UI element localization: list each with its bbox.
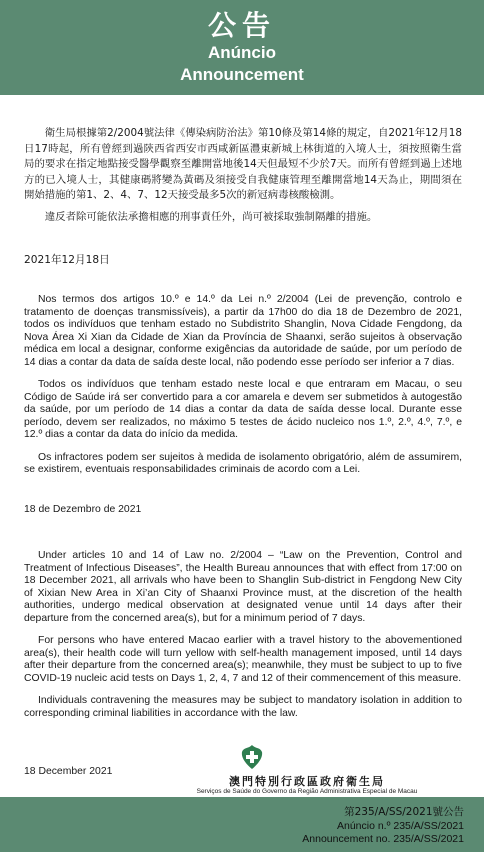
english-section (24, 550, 462, 730)
reference-portuguese: Anúncio n.º 235/A/SS/2021 (336, 820, 464, 832)
english-paragraph-3: Individuals contravening the measures may be subject to mandatory isolation in addition to corresponding criminal liabilities in accordance with the law. (24, 695, 462, 719)
portuguese-paragraph-1: Nos termos dos artigos 10.º e 14.º da Lei n.º 2/2004 (Lei de prevenção, controlo e tratamento de doenças transmissíveis), a partir da 17h00 do dia 18 de Dezembro de 2021, todos os indivíduos que tenham estado no Subdistrito Shanglin, Nova Cidade Fengdong, da Nova Área Xi Xian da Cidade de Xian da Província de Shaanxi, serão sujeitos à observação médica em local a designar, conforme exigências da autoridade de saúde, por um período de 14 dias a contar da data de saída deste local, não podendo esse período ser inferior a 7 dias. (24, 294, 462, 368)
title-english: Announcement (180, 65, 304, 84)
english-paragraph-2: For persons who have entered Macao earlier with a travel history to the abovementioned area(s), their health code will turn yellow with self-health management imposed, until 14 days after their departure from the concerned area(s); meanwhile, they must be subject to up to five COVID-19 nucleic acid tests on Days 1, 2, 4, 7 and 12 of their commencement of this measure. (24, 635, 462, 684)
organization-name-portuguese: Serviços de Saúde do Governo da Região Administrativa Especial de Macau (196, 788, 418, 795)
reference-chinese: 第235/A/SS/2021號公告 (344, 806, 464, 818)
health-bureau-logo-icon (240, 744, 264, 770)
title-chinese: 公告 (207, 9, 276, 42)
chinese-paragraph-1: 衛生局根據第2/2004號法律《傳染病防治法》第10條及第14條的規定，自2021年12月18日17時起，所有曾經到過陝西省西安市西咸新區灃東新城上林街道的入境人士，須按照衛生當局的要求在指定地點接受醫學觀察至離開當地後14天但最短不少於7天。而所有曾經到過上述地方的已入境人士，其健康碼將變為黃碼及須接受自我健康管理至離開當地14天為止，期間須在開始措施的第1、2、4、7、12天接受最多5次的新冠病毒核酸檢測。 (24, 127, 463, 201)
portuguese-section (24, 294, 462, 487)
chinese-date: 2021年12月18日 (24, 254, 110, 266)
portuguese-paragraph-3: Os infractores podem ser sujeitos à medida de isolamento obrigatório, além de assumirem, se existirem, eventuais responsabilidades criminais de acordo com a Lei. (24, 451, 462, 475)
chinese-section (24, 126, 462, 225)
english-paragraph-1: Under articles 10 and 14 of Law no. 2/2004 – “Law on the Prevention, Control and Treatment of Infectious Diseases”, the Health Bureau announces that with effect from 17:00 on 18 December 2021, all arrivals who have been to Shanglin Sub-district in Fengdong New City of Xixian New Area in Xi’an City of Shaanxi Province must, at the discretion of the health authorities, undergo medical observation at designated venue until 14 days after their departure from the concerned area(s), but for a minimum period of 7 days. (24, 550, 462, 624)
title-portuguese: Anúncio (208, 43, 276, 62)
chinese-paragraph-2: 違反者除可能依法承擔相應的刑事責任外，尚可被採取強制隔離的措施。 (44, 210, 378, 223)
reference-english: Announcement no. 235/A/SS/2021 (302, 833, 464, 845)
announcement-header (0, 0, 484, 95)
footer-band (0, 797, 484, 852)
english-date: 18 December 2021 (24, 766, 113, 777)
organization-name-chinese: 澳門特別行政區政府衛生局 (229, 775, 385, 788)
portuguese-date: 18 de Dezembro de 2021 (24, 504, 142, 515)
portuguese-paragraph-2: Todos os indivíduos que tenham estado neste local e que entraram em Macau, o seu Código de Saúde irá ser convertido para a cor amarela e devem ser submetidos à autogestão da saúde, por um período de 14 dias a contar da data de saída desse local. Durante esse período, devem ser realizados, no máximo 5 testes de ácido nucleico nos 1.º, 2.º, 4.º, 7.º, e 12.º dias a contar da data do início da medida. (24, 379, 462, 440)
